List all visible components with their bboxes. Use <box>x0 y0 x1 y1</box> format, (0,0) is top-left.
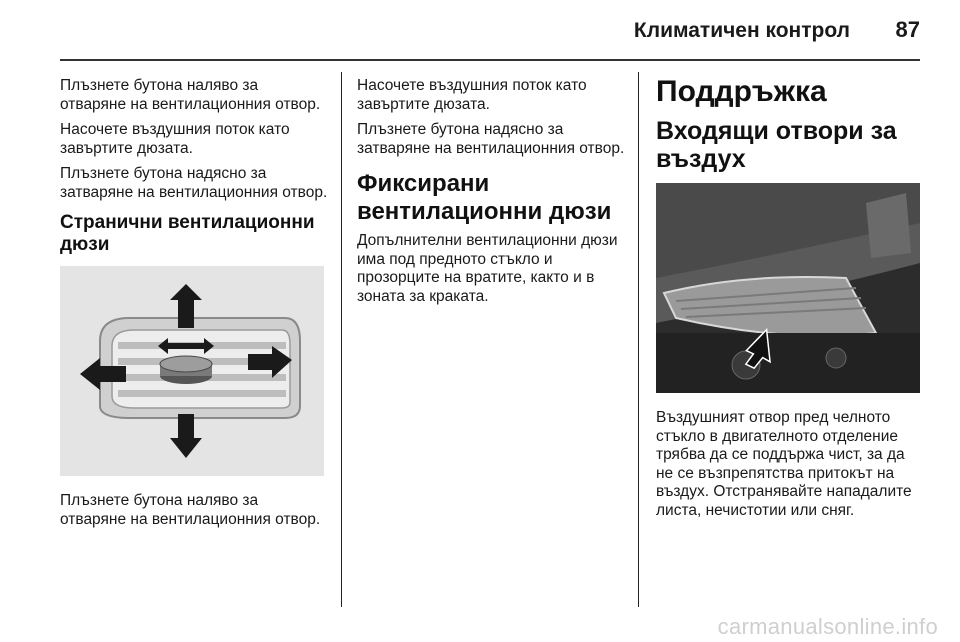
left-paragraph-2: Насочете въздушния поток като завъртите дюзата. <box>60 121 290 157</box>
right-paragraph-1: Въздушният отвор пред челното стъкло в двигателното отделение трябва да се поддържа чист, за да не се възпрепятства притокът на въздух. Отстранявайте нападалите листа, нечистотии или сняг. <box>656 409 912 519</box>
middle-paragraph-2: Плъзнете бутона надясно за затваряне на вентилационния отвор. <box>357 121 625 157</box>
side-vents-heading: Странични вентилационни дюзи <box>60 212 315 255</box>
left-paragraph-4: Плъзнете бутона наляво за отваряне на вентилационния отвор. <box>60 492 321 528</box>
middle-paragraph-3: Допълнителни вентилационни дюзи има под предното стъкло и прозорците на вратите, както и в зоната за краката. <box>357 232 618 305</box>
fixed-vents-heading: Фиксирани вентилационни дюзи <box>357 170 612 225</box>
right-column <box>656 77 926 527</box>
air-intake-drawing <box>656 183 920 393</box>
middle-paragraph-1: Насочете въздушния поток като завъртите дюзата. <box>357 77 587 113</box>
left-paragraph-1: Плъзнете бутона наляво за отваряне на вентилационния отвор. <box>60 77 321 113</box>
middle-column <box>357 77 632 313</box>
watermark-text: carmanualsonline.info <box>717 614 938 639</box>
air-intake-photo <box>656 183 920 393</box>
maintenance-heading: Поддръжка <box>656 75 827 108</box>
column-divider-2 <box>638 72 639 607</box>
column-divider-1 <box>341 72 342 607</box>
header-rule <box>60 59 920 61</box>
air-intakes-heading: Входящи отвори за въздух <box>656 117 897 173</box>
left-paragraph-3: Плъзнете бутона надясно за затваряне на вентилационния отвор. <box>60 165 328 201</box>
side-vent-drawing <box>60 266 324 476</box>
page-number: 87 <box>895 17 920 42</box>
left-column <box>60 77 328 536</box>
side-vent-illustration <box>60 266 324 476</box>
page-header-title: Климатичен контрол <box>633 19 850 42</box>
